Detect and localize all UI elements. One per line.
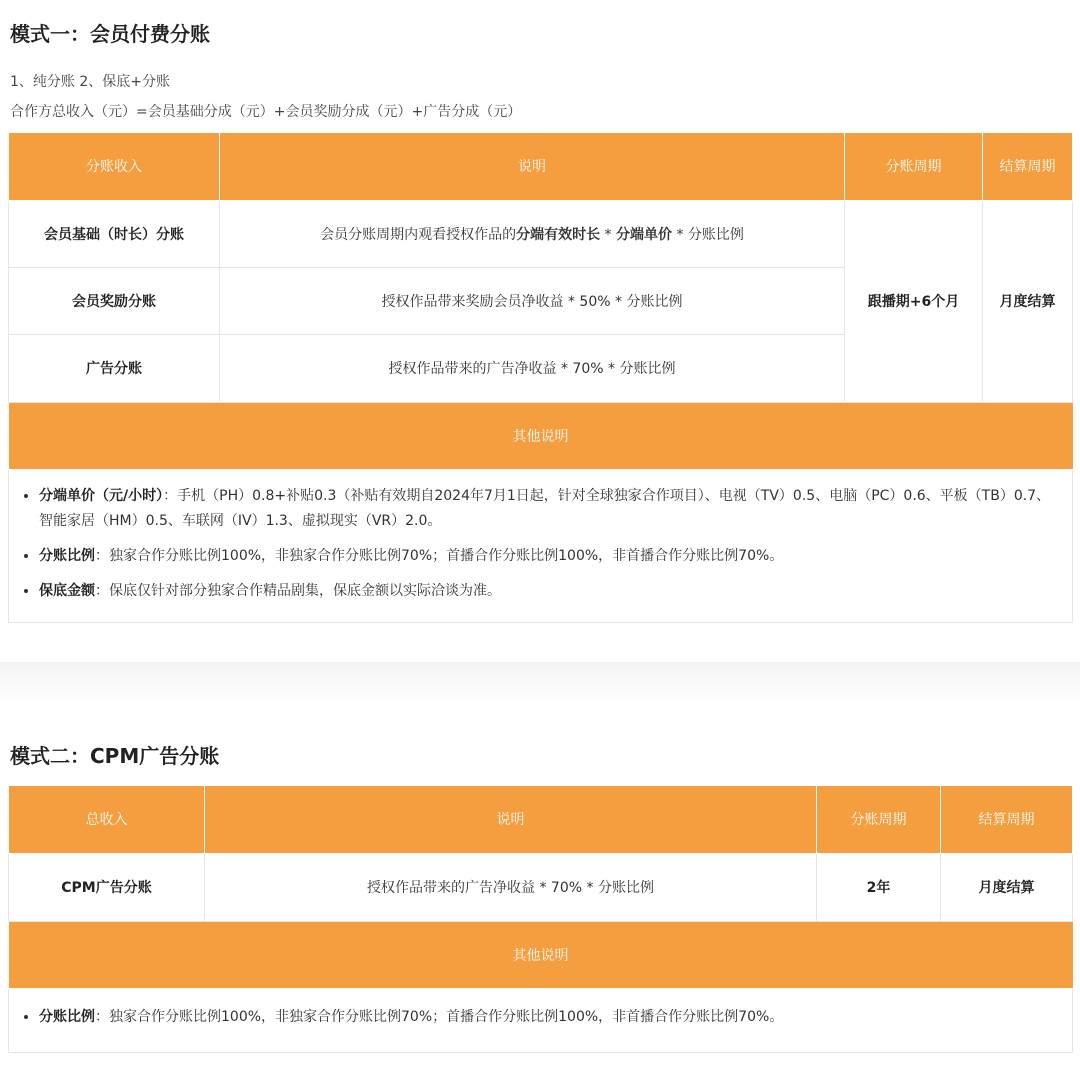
header-description: 说明	[220, 133, 845, 200]
row-description: 授权作品带来的广告净收益 * 70% * 分账比例	[220, 334, 845, 402]
other-notes-header-row	[9, 402, 1073, 469]
row-period: 跟播期+6个月	[845, 200, 983, 402]
table-row	[9, 200, 1073, 267]
notes-cell	[9, 988, 1073, 1052]
row-period: 2年	[817, 853, 941, 921]
row-name: 会员奖励分账	[9, 267, 220, 334]
list-item: • 分端单价（元/小时）：手机（PH）0.8+补贴0.3（补贴有效期自2024年7月1日起，针对全球独家合作项目）、电视（TV）0.5、电脑（PC）0.6、平板（TB）0.7、智能家居（HM）0.5、车联网（IV）1.3、虚拟现实（VR）2.0。	[39, 484, 1060, 534]
row-name: 广告分账	[9, 334, 220, 402]
section1-modes: 1、纯分账 2、保底+分账	[10, 74, 170, 90]
notes-row	[9, 988, 1073, 1052]
other-notes-header: 其他说明	[9, 921, 1073, 988]
section1-header-row	[9, 133, 1073, 200]
notes-list	[21, 1005, 1060, 1030]
section2-table	[8, 786, 1073, 1053]
other-notes-header: 其他说明	[9, 402, 1073, 469]
section1-formula: 合作方总收入（元）=会员基础分成（元）+会员奖励分成（元）+广告分成（元）	[10, 104, 522, 120]
notes-cell	[9, 469, 1073, 622]
header-period: 分账周期	[845, 133, 983, 200]
notes-list	[21, 484, 1060, 604]
row-settlement: 月度结算	[983, 200, 1073, 402]
row-description: 授权作品带来奖励会员净收益 * 50% * 分账比例	[220, 267, 845, 334]
section1-title: 模式一：会员付费分账	[10, 22, 210, 46]
header-description: 说明	[205, 786, 817, 853]
table-row	[9, 853, 1073, 921]
other-notes-header-row	[9, 921, 1073, 988]
section-divider	[0, 662, 1080, 704]
header-settlement: 结算周期	[983, 133, 1073, 200]
section1-table	[8, 133, 1073, 623]
section2-title: 模式二：CPM广告分账	[10, 744, 220, 768]
header-period: 分账周期	[817, 786, 941, 853]
row-name: CPM广告分账	[9, 853, 205, 921]
header-settlement: 结算周期	[941, 786, 1073, 853]
list-item: • 分账比例：独家合作分账比例100%，非独家合作分账比例70%；首播合作分账比例100%，非首播合作分账比例70%。	[39, 1005, 1060, 1030]
row-name: 会员基础（时长）分账	[9, 200, 220, 267]
section2-header-row	[9, 786, 1073, 853]
list-item: • 分账比例：独家合作分账比例100%，非独家合作分账比例70%；首播合作分账比例100%，非首播合作分账比例70%。	[39, 544, 1060, 569]
header-total-revenue: 总收入	[9, 786, 205, 853]
header-revenue: 分账收入	[9, 133, 220, 200]
row-description: 会员分账周期内观看授权作品的分端有效时长 * 分端单价 * 分账比例	[220, 200, 845, 267]
row-description: 授权作品带来的广告净收益 * 70% * 分账比例	[205, 853, 817, 921]
notes-row	[9, 469, 1073, 622]
row-settlement: 月度结算	[941, 853, 1073, 921]
list-item: • 保底金额：保底仅针对部分独家合作精品剧集，保底金额以实际洽谈为准。	[39, 579, 1060, 604]
